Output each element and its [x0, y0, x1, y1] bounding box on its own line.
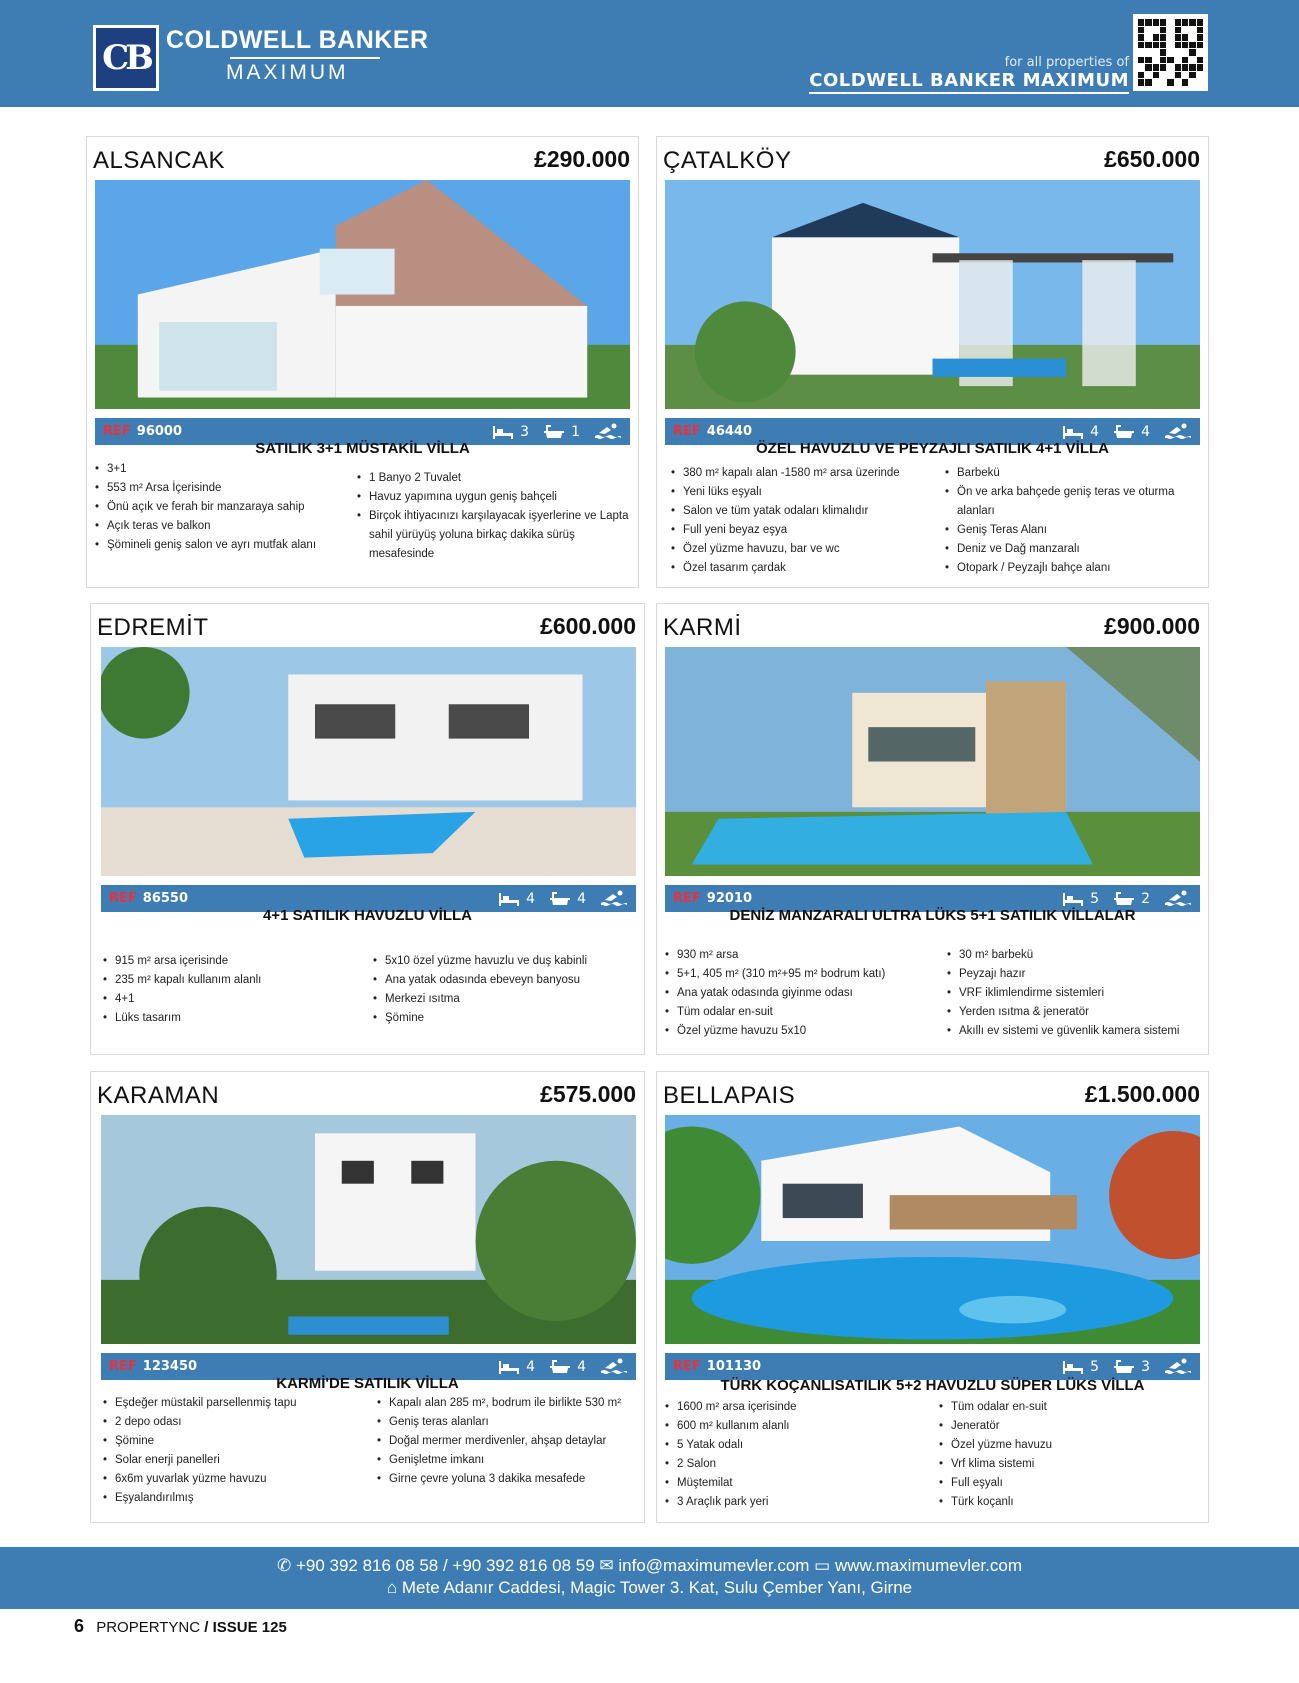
tagline-small: for all properties of	[1004, 55, 1129, 70]
features-right	[947, 946, 1202, 1041]
feature-item: • 6x6m yuvarlak yüzme havuzu	[103, 1470, 373, 1489]
listing-card[interactable]	[656, 603, 1209, 1055]
qr-code-icon[interactable]	[1133, 14, 1208, 91]
feature-item: • VRF iklimlendirme sistemleri	[947, 984, 1202, 1003]
bed-count: 4	[1090, 423, 1100, 440]
listing-location: KARMİ	[663, 614, 742, 641]
feature-item: • Full yeni beyaz eşya	[671, 521, 941, 540]
listing-card[interactable]	[86, 136, 639, 588]
listing-title: KARMİ'DE SATILIK VİLLA	[276, 1375, 459, 1392]
feature-item: • Şömine	[103, 1432, 373, 1451]
listing-location: EDREMİT	[97, 614, 209, 641]
feature-item: • Önü açık ve ferah bir manzaraya sahip	[95, 498, 345, 517]
feature-item: • Tüm odalar en-suit	[665, 1003, 935, 1022]
feature-item: • Şömineli geniş salon ve ayrı mutfak alanı	[95, 536, 345, 555]
feature-item: • Eşyalandırılmış	[103, 1489, 373, 1508]
features-right	[377, 1394, 642, 1489]
amenity-icons	[492, 423, 622, 441]
ref-label: REF	[673, 1359, 701, 1374]
bath-count: 4	[577, 1358, 586, 1375]
ref-number: 96000	[136, 424, 183, 439]
bath-count: 4	[577, 890, 586, 907]
ref-label: REF	[673, 891, 701, 906]
pool-icon	[600, 1358, 628, 1376]
features-left	[671, 464, 941, 578]
bath-icon	[1113, 891, 1135, 907]
bath-count: 4	[1141, 423, 1150, 440]
ref-label: REF	[673, 424, 701, 439]
features-right	[357, 469, 637, 564]
pool-icon	[1164, 1358, 1192, 1376]
listing-title: SATILIK 3+1 MÜSTAKİL VİLLA	[255, 440, 470, 457]
feature-item: • Peyzajı hazır	[947, 965, 1202, 984]
feature-item: • Ana yatak odasında ebeveyn banyosu	[373, 971, 643, 990]
feature-item: • Yerden ısıtma & jeneratör	[947, 1003, 1202, 1022]
ref-number: 46440	[706, 424, 753, 439]
bath-icon	[549, 891, 571, 907]
listing-title: 4+1 SATILIK HAVUZLU VİLLA	[262, 907, 473, 924]
listing-photo[interactable]	[665, 180, 1200, 409]
page-header	[0, 0, 1299, 107]
contact-line[interactable]: ✆ +90 392 816 08 58 / +90 392 816 08 59 ✉ info@maximumevler.com ▭ www.maximumevler.com	[276, 1556, 1022, 1575]
pool-icon	[1164, 423, 1192, 441]
bed-count: 3	[520, 423, 530, 440]
bed-count: 4	[526, 1358, 536, 1375]
bath-icon	[1113, 424, 1135, 440]
feature-item: • 2 depo odası	[103, 1413, 373, 1432]
feature-item: • Özel tasarım çardak	[671, 559, 941, 578]
feature-item: • Full eşyalı	[939, 1474, 1194, 1493]
features-left	[665, 1398, 935, 1512]
brand-line-2: MAXIMUM	[226, 61, 349, 84]
listing-photo[interactable]	[665, 647, 1200, 876]
feature-item: • Geniş Teras Alanı	[945, 521, 1205, 540]
ref-number: 92010	[706, 891, 753, 906]
feature-item: • 553 m² Arsa İçerisinde	[95, 479, 345, 498]
feature-item: • 5x10 özel yüzme havuzlu ve duş kabinli	[373, 952, 643, 971]
listing-card[interactable]	[656, 136, 1209, 588]
listing-price: £650.000	[1104, 146, 1200, 172]
bath-count: 3	[1141, 1358, 1150, 1375]
page-number: 6	[74, 1616, 85, 1636]
bed-icon	[1062, 891, 1084, 907]
feature-item: • Özel yüzme havuzu 5x10	[665, 1022, 935, 1041]
feature-item: • Doğal mermer merdivenler, ahşap detaylar	[377, 1432, 642, 1451]
feature-item: • Merkezi ısıtma	[373, 990, 643, 1009]
ref-label: REF	[109, 1359, 137, 1374]
pool-icon	[600, 890, 628, 908]
bath-icon	[549, 1359, 571, 1375]
feature-item: • Tüm odalar en-suit	[939, 1398, 1194, 1417]
publication-name: PROPERTYNC	[96, 1619, 201, 1636]
amenity-icons	[1062, 1358, 1192, 1376]
listing-price: £575.000	[540, 1081, 636, 1107]
feature-item: • Yeni lüks eşyalı	[671, 483, 941, 502]
amenity-icons	[1062, 890, 1192, 908]
ref-number: 123450	[142, 1359, 198, 1374]
feature-item: • 1 Banyo 2 Tuvalet	[357, 469, 637, 488]
listing-card[interactable]	[90, 1071, 645, 1523]
feature-item: • Türk koçanlı	[939, 1493, 1194, 1512]
bed-icon	[1062, 1359, 1084, 1375]
bed-icon	[498, 891, 520, 907]
listing-photo[interactable]	[101, 1115, 636, 1344]
feature-item: • Eşdeğer müstakil parsellenmiş tapu	[103, 1394, 373, 1413]
issue-number: / ISSUE 125	[204, 1619, 287, 1636]
listing-card[interactable]	[90, 603, 645, 1055]
brand-line-1: COLDWELL BANKER	[166, 26, 429, 54]
feature-item: • Salon ve tüm yatak odaları klimalıdır	[671, 502, 941, 521]
listing-title: ÖZEL HAVUZLU VE PEYZAJLI SATILIK 4+1 VİLLA	[756, 440, 1109, 457]
amenity-icons	[498, 1358, 628, 1376]
ref-number: 101130	[706, 1359, 762, 1374]
bath-icon	[543, 424, 565, 440]
listing-photo[interactable]	[95, 180, 630, 409]
logo-mark: CB	[102, 38, 150, 78]
feature-item: • Geniş teras alanları	[377, 1413, 642, 1432]
brand-divider	[230, 57, 380, 59]
brand-logo	[93, 25, 159, 91]
feature-item: • Lüks tasarım	[103, 1009, 363, 1028]
feature-item: • 930 m² arsa	[665, 946, 935, 965]
ref-bar	[665, 1353, 1200, 1380]
features-left	[103, 952, 363, 1028]
listing-photo[interactable]	[665, 1115, 1200, 1344]
bed-icon	[492, 424, 514, 440]
feature-item: • 3+1	[95, 460, 345, 479]
feature-item: • Solar enerji panelleri	[103, 1451, 373, 1470]
feature-item: • 915 m² arsa içerisinde	[103, 952, 363, 971]
feature-item: • 5 Yatak odalı	[665, 1436, 935, 1455]
bath-count: 2	[1141, 890, 1150, 907]
bed-count: 5	[1090, 1358, 1100, 1375]
bed-icon	[498, 1359, 520, 1375]
feature-item: • Otopark / Peyzajlı bahçe alanı	[945, 559, 1205, 578]
feature-item: • Girne çevre yoluna 3 dakika mesafede	[377, 1470, 642, 1489]
ref-number: 86550	[142, 891, 189, 906]
feature-item: • Özel yüzme havuzu	[939, 1436, 1194, 1455]
feature-item: • Açık teras ve balkon	[95, 517, 345, 536]
listing-location: ÇATALKÖY	[663, 147, 792, 174]
feature-item: • Ön ve arka bahçede geniş teras ve oturma alanları	[945, 483, 1205, 521]
features-left	[665, 946, 935, 1041]
listing-card[interactable]	[656, 1071, 1209, 1523]
feature-item: • 30 m² barbekü	[947, 946, 1202, 965]
features-right	[945, 464, 1205, 578]
contact-footer	[0, 1547, 1299, 1609]
feature-item: • Şömine	[373, 1009, 643, 1028]
feature-item: • 2 Salon	[665, 1455, 935, 1474]
amenity-icons	[1062, 423, 1192, 441]
amenity-icons	[498, 890, 628, 908]
ref-label: REF	[103, 424, 131, 439]
header-tagline	[809, 55, 1129, 94]
feature-item: • Havuz yapımına uygun geniş bahçeli	[357, 488, 637, 507]
bath-count: 1	[571, 423, 580, 440]
listing-title: TÜRK KOÇANLISATILIK 5+2 HAVUZLU SÜPER LÜKS VİLLA	[720, 1377, 1145, 1394]
feature-item: • Genişletme imkanı	[377, 1451, 642, 1470]
feature-item: • Özel yüzme havuzu, bar ve wc	[671, 540, 941, 559]
feature-item: • Müştemilat	[665, 1474, 935, 1493]
bed-count: 5	[1090, 890, 1100, 907]
bed-icon	[1062, 424, 1084, 440]
bath-icon	[1113, 1359, 1135, 1375]
feature-item: • Vrf klima sistemi	[939, 1455, 1194, 1474]
feature-item: • Birçok ihtiyacınızı karşılayacak işyerlerine ve Lapta sahil yürüyüş yoluna birkaç dakika sürüş mesafesinde	[357, 507, 637, 564]
listing-location: ALSANCAK	[93, 147, 226, 174]
features-left	[103, 1394, 373, 1508]
feature-item: • 4+1	[103, 990, 363, 1009]
pool-icon	[594, 423, 622, 441]
tagline-big: COLDWELL BANKER MAXIMUM	[809, 70, 1129, 94]
features-left	[95, 460, 345, 555]
feature-item: • Jeneratör	[939, 1417, 1194, 1436]
ref-label: REF	[109, 891, 137, 906]
feature-item: • 600 m² kullanım alanlı	[665, 1417, 935, 1436]
feature-item: • Akıllı ev sistemi ve güvenlik kamera sistemi	[947, 1022, 1202, 1041]
page-footer	[74, 1616, 287, 1637]
features-right	[939, 1398, 1194, 1512]
feature-item: • 235 m² kapalı kullanım alanlı	[103, 971, 363, 990]
feature-item: • Deniz ve Dağ manzaralı	[945, 540, 1205, 559]
feature-item: • 1600 m² arsa içerisinde	[665, 1398, 935, 1417]
listing-title: DENİZ MANZARALI ULTRA LÜKS 5+1 SATILIK VİLLALAR	[729, 907, 1136, 924]
pool-icon	[1164, 890, 1192, 908]
features-right	[373, 952, 643, 1028]
feature-item: • 5+1, 405 m² (310 m²+95 m² bodrum katı)	[665, 965, 935, 984]
feature-item: • Kapalı alan 285 m², bodrum ile birlikte 530 m²	[377, 1394, 642, 1413]
listing-price: £290.000	[534, 146, 630, 172]
listing-photo[interactable]	[101, 647, 636, 876]
bed-count: 4	[526, 890, 536, 907]
address-line: ⌂ Mete Adanır Caddesi, Magic Tower 3. Kat, Sulu Çember Yanı, Girne	[386, 1578, 913, 1597]
listing-location: KARAMAN	[97, 1082, 220, 1109]
feature-item: • 380 m² kapalı alan -1580 m² arsa üzerinde	[671, 464, 941, 483]
feature-item: • Ana yatak odasında giyinme odası	[665, 984, 935, 1003]
brand-name	[166, 26, 429, 85]
listing-price: £600.000	[540, 613, 636, 639]
listing-price: £1.500.000	[1084, 1081, 1200, 1107]
feature-item: • 3 Araçlık park yeri	[665, 1493, 935, 1512]
listing-price: £900.000	[1104, 613, 1200, 639]
listing-location: BELLAPAIS	[663, 1082, 796, 1109]
feature-item: • Barbekü	[945, 464, 1205, 483]
